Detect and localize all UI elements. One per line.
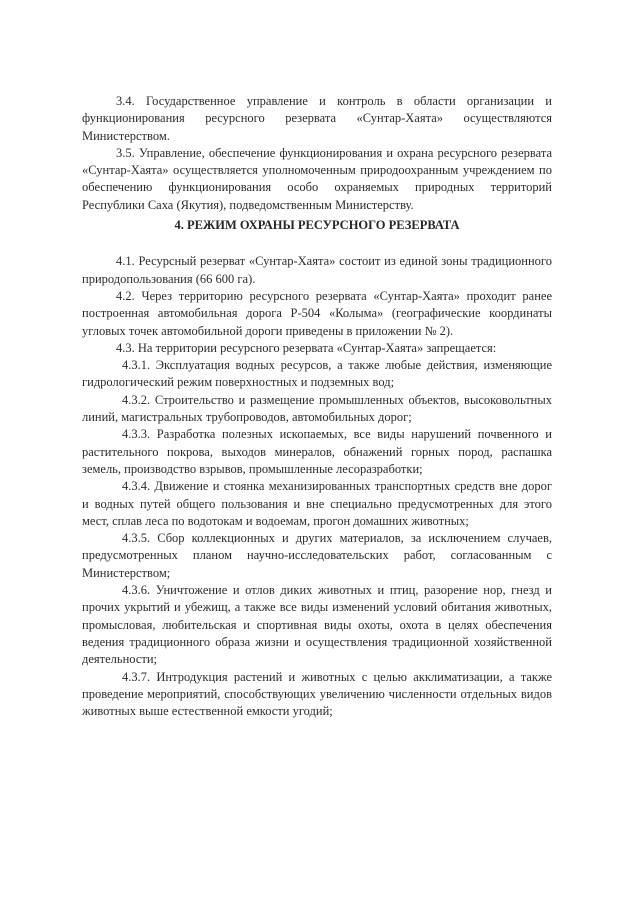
subitem-4-3-6: 4.3.6. Уничтожение и отлов диких животных и птиц, разорение нор, гнезд и прочих укрытий и убежищ, а также все виды изменений условий обитания животных, промысловая, любительская и спортивная виды охоты, охота в целях обеспечения ведения традиционного образа жизни и осуществления традиционной хозяйственной деятельности;	[82, 583, 552, 667]
section-heading-4: 4. РЕЖИМ ОХРАНЫ РЕСУРСНОГО РЕЗЕРВАТА	[174, 218, 460, 233]
subitem-4-3-7: 4.3.7. Интродукция растений и животных с целью акклиматизации, а также проведение мероприятий, способствующих увеличению численности отдельных видов животных выше естественной емкости угодий;	[82, 669, 552, 719]
paragraph-4-2: 4.2. Через территорию ресурсного резервата «Сунтар-Хаята» проходит ранее построенная автомобильная дорога Р-504 «Колыма» (географические координаты угловых точек автомобильной дороги приведены в приложении № 2).	[82, 288, 552, 338]
paragraph-3-4: 3.4. Государственное управление и контроль в области организации и функционирования ресурсного резервата «Сунтар-Хаята» осуществляются Министерством.	[82, 94, 552, 143]
subitem-4-3-5: 4.3.5. Сбор коллекционных и других материалов, за исключением случаев, предусмотренных планом научно-исследовательских работ, согласованным с Министерством;	[82, 531, 552, 580]
subitem-4-3-1: 4.3.1. Эксплуатация водных ресурсов, а также любые действия, изменяющие гидрологический режим поверхностных и подземных вод;	[82, 358, 552, 390]
subitem-4-3-3: 4.3.3. Разработка полезных ископаемых, все виды нарушений почвенного и растительного покрова, выходов минералов, обнажений горных пород, распашка земель, производство взрывов, промышленные лесоразработки;	[82, 427, 552, 476]
document-body	[82, 93, 552, 720]
paragraph-4-3: 4.3. На территории ресурсного резервата «Сунтар-Хаята» запрещается:	[116, 340, 497, 355]
paragraph-3-5: 3.5. Управление, обеспечение функционирования и охрана ресурсного резервата «Сунтар-Хаята» осуществляется уполномоченным природоохранным учреждением по обеспечению функционирования особо охраняемых природных территорий Республики Саха (Якутия), подведомственным Министерству.	[82, 145, 552, 212]
paragraph-4-1: 4.1. Ресурсный резерват «Сунтар-Хаята» состоит из единой зоны традиционного природопользования (66 600 га).	[82, 254, 552, 286]
subitem-4-3-4: 4.3.4. Движение и стоянка механизированных транспортных средств вне дорог и водных путей общего пользования и вне специально предусмотренных для этого мест, сплав леса по водотокам и водоемам, прогон домашних животных;	[82, 479, 552, 528]
subitem-4-3-2: 4.3.2. Строительство и размещение промышленных объектов, высоковольтных линий, магистральных трубопроводов, автомобильных дорог;	[82, 392, 552, 425]
